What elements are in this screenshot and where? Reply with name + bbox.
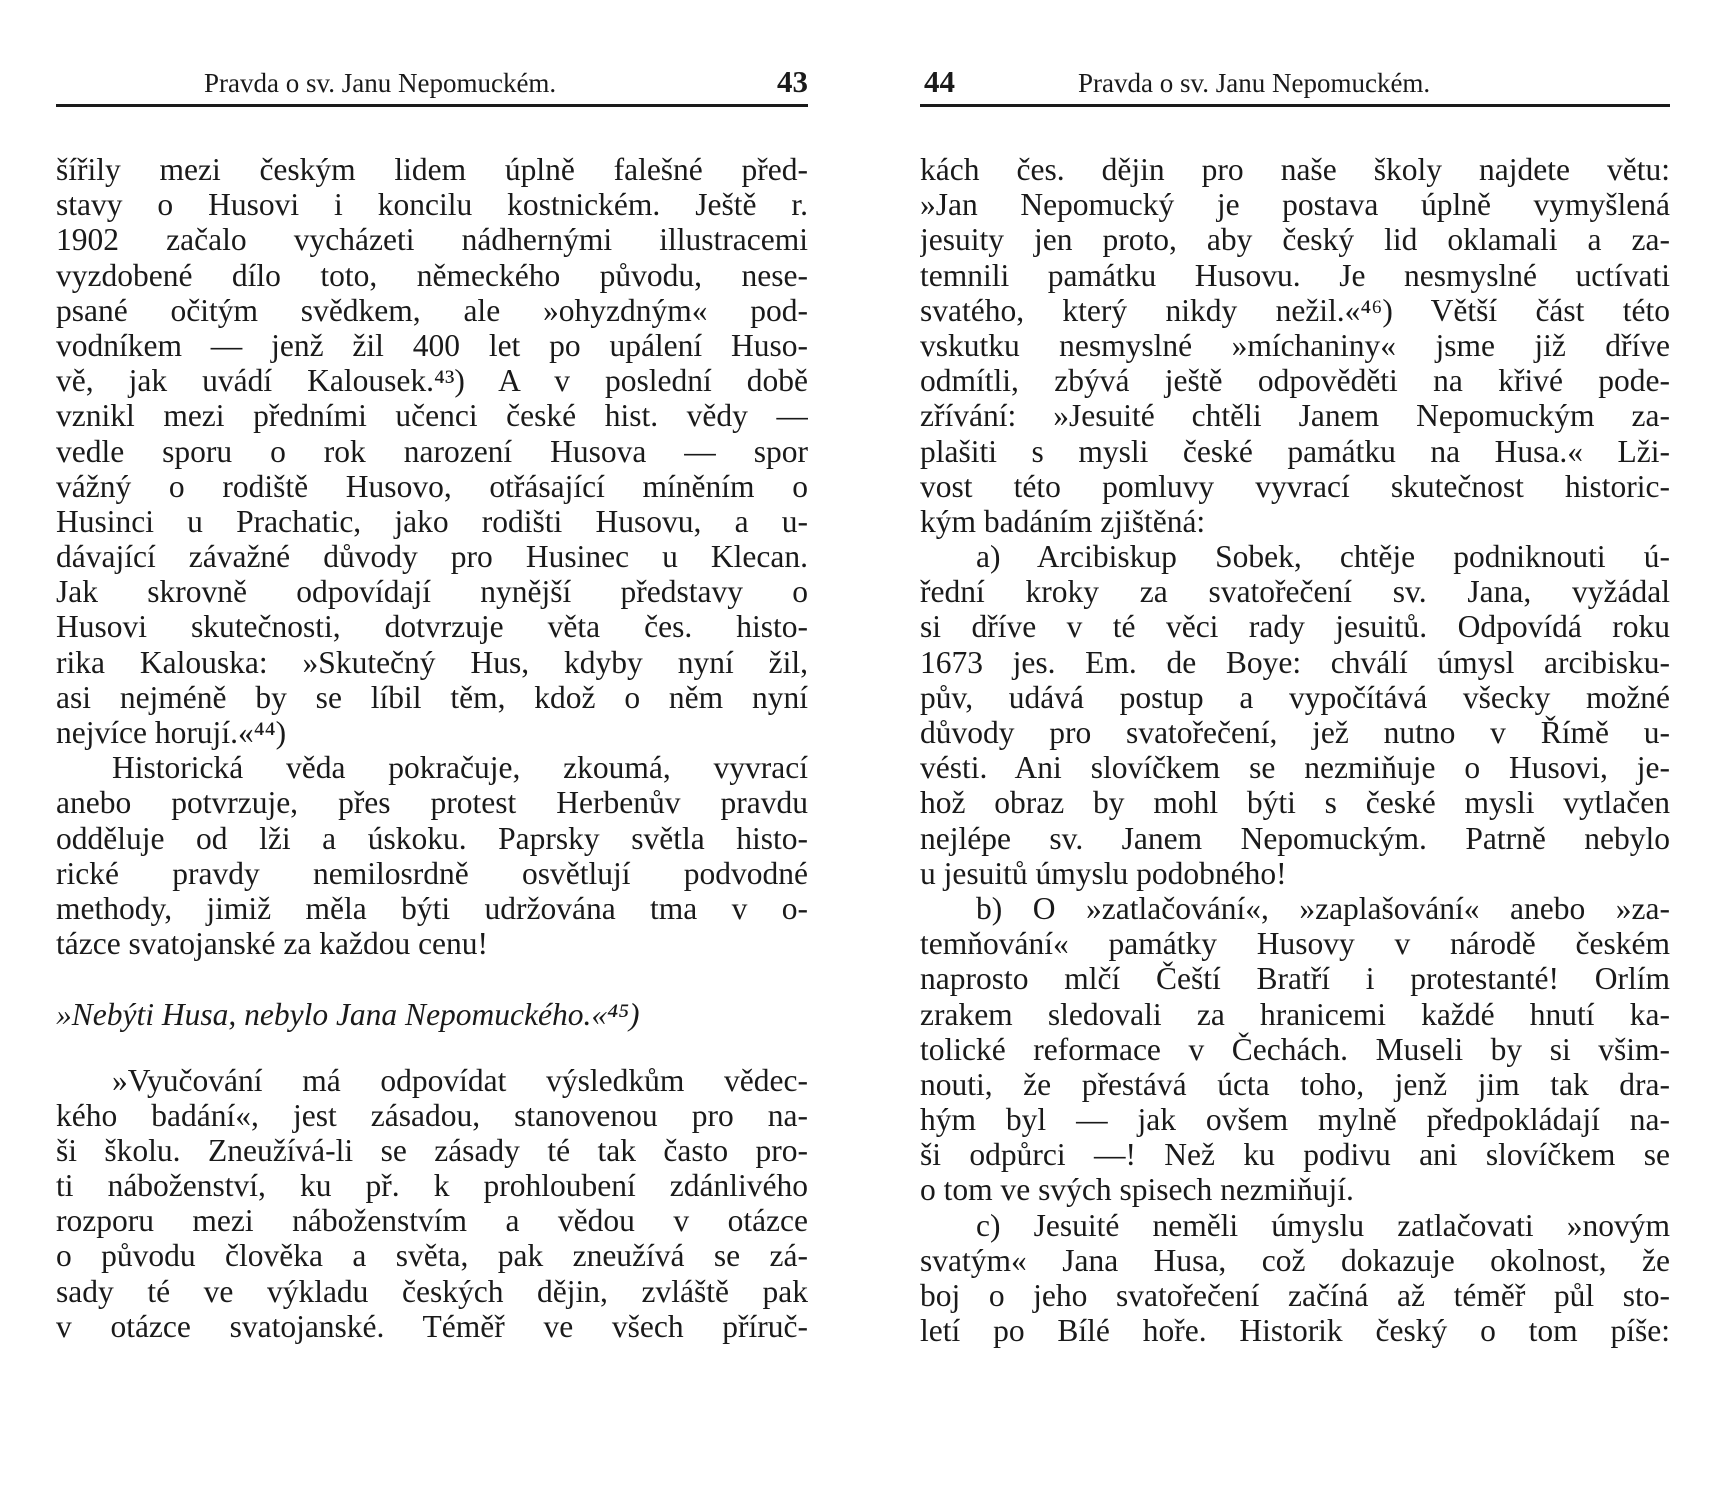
text-line: nejlépe sv. Janem Nepomuckým. Patrně nebylo (920, 820, 1670, 856)
text-line: 1902 začalo vycházeti nádhernými illustracemi (56, 222, 808, 258)
text-line: »Jan Nepomucký je postava úplně vymyšlená (920, 187, 1670, 223)
text-line: tolické reformace v Čechách. Museli by si všim- (920, 1031, 1670, 1067)
text-line: sady té ve výkladu českých dějin, zvláště pak (56, 1273, 808, 1309)
paragraph-gap (56, 1033, 808, 1063)
text-line: v otázce svatojanské. Téměř ve všech příruč- (56, 1308, 808, 1344)
text-line: nouti, že přestává úcta toho, jenž jim tak dra- (920, 1066, 1670, 1102)
text-line: řední kroky za svatořečení sv. Jana, vyžádal (920, 574, 1670, 610)
text-line: si dříve v té věci rady jesuitů. Odpovídá roku (920, 609, 1670, 645)
text-line: tázce svatojanské za každou cenu! (56, 926, 489, 962)
text-line: Jak skrovně odpovídají nynější představy o (56, 574, 808, 610)
text-line: o původu člověka a světa, pak zneužívá se zá- (56, 1238, 808, 1274)
text-line: a) Arcibiskup Sobek, chtěje podniknouti ú- (976, 539, 1670, 575)
text-line: u jesuitů úmyslu podobného! (920, 855, 1287, 891)
text-line: temnili památku Husovu. Je nesmyslné uctívati (920, 257, 1670, 293)
text-line: naprosto mlčí Čeští Bratří i protestanté! Orlím (920, 961, 1670, 997)
left-page-text (56, 152, 808, 1344)
text-line: zrakem sledovali za hranicemi každé hnutí ka- (920, 996, 1670, 1032)
text-line: odděluje od lži a úskoku. Paprsky světla histo- (56, 820, 808, 856)
text-line: anebo potvrzuje, přes protest Herbenův pravdu (56, 785, 808, 821)
text-line: svatým« Jana Husa, což dokazuje okolnost, že (920, 1242, 1670, 1278)
text-line: rické pravdy nemilosrdně osvětlují podvodné (56, 855, 808, 891)
right-page-header (920, 62, 1670, 107)
page-number: 43 (777, 64, 808, 99)
right-page-text (920, 152, 1670, 1348)
text-line: vost této pomluvy vyvrací skutečnost historic- (920, 468, 1670, 504)
text-line: »Vyučování má odpovídat výsledkům vědec- (112, 1062, 808, 1098)
text-line: boj o jeho svatořečení začíná až téměř půl sto- (920, 1278, 1670, 1313)
running-head: Pravda o sv. Janu Nepomuckém. (1078, 68, 1431, 98)
text-line: ši odpůrci —! Než ku podivu ani slovíčkem se (920, 1137, 1670, 1173)
text-line: o tom ve svých spisech nezmiňují. (920, 1172, 1354, 1208)
text-line: plašiti s mysli české památku na Husa.« Lži- (920, 433, 1670, 469)
text-line: jesuity jen proto, aby český lid oklamali a za- (920, 222, 1670, 258)
text-line: temňování« památky Husovy v národě českém (920, 926, 1670, 962)
text-line: kým badáním zjištěná: (920, 503, 1206, 539)
text-line: vodníkem — jenž žil 400 let po upálení Huso- (56, 327, 808, 363)
text-line: zřívání: »Jesuité chtěli Janem Nepomuckým za- (920, 398, 1670, 434)
running-head: Pravda o sv. Janu Nepomuckém. (204, 68, 557, 98)
text-line: vedle sporu o rok narození Husova — spor (56, 433, 808, 469)
text-line: odmítli, zbývá ještě odpověděti na křivé pode- (920, 363, 1670, 399)
text-line: Husinci u Prachatic, jako rodišti Husovu, a u- (56, 503, 808, 539)
text-line: rozporu mezi náboženstvím a vědou v otázce (56, 1203, 808, 1239)
text-line: c) Jesuité neměli úmyslu zatlačovati »novým (976, 1207, 1670, 1243)
text-line: psané očitým svědkem, ale »ohyzdným« pod- (56, 292, 808, 328)
text-line: Historická věda pokračuje, zkoumá, vyvrací (112, 750, 808, 786)
text-line: 1673 jes. Em. de Boye: chválí úmysl arcibisku- (920, 644, 1670, 680)
text-line: kách čes. dějin pro naše školy najdete větu: (920, 152, 1670, 187)
text-line: vznikl mezi předními učenci české hist. vědy — (56, 398, 808, 434)
text-line: rika Kalouska: »Skutečný Hus, kdyby nyní žil, (56, 644, 808, 680)
page-number: 44 (924, 64, 955, 99)
text-line: asi nejméně by se líbil těm, kdož o něm nyní (56, 679, 808, 715)
left-page-header (56, 62, 808, 107)
text-line: pův, udává postup a vypočítává všecky možné (920, 679, 1670, 715)
text-line: kého badání«, jest zásadou, stanovenou pro na- (56, 1097, 808, 1133)
text-line: nejvíce horují.«⁴⁴) (56, 715, 287, 750)
text-line: šířily mezi českým lidem úplně falešné před- (56, 152, 808, 187)
text-line: vě, jak uvádí Kalousek.⁴³) A v poslední době (56, 363, 808, 399)
text-line: ti náboženství, ku př. k prohloubení zdánlivého (56, 1168, 808, 1204)
text-line: hož obraz by mohl býti s české mysli vytlačen (920, 785, 1670, 821)
text-line: Husovi skutečnosti, dotvrzuje věta čes. histo- (56, 609, 808, 645)
text-line: vážný o rodiště Husovo, otřásající míněním o (56, 468, 808, 504)
text-line: vskutku nesmyslné »míchaniny« jsme již dříve (920, 327, 1670, 363)
text-line: stavy o Husovi i koncilu kostnickém. Ještě r. (56, 187, 808, 223)
text-line: vésti. Ani slovíčkem se nezmiňuje o Husovi, je- (920, 750, 1670, 786)
text-line: methody, jimiž měla býti udržována tma v o- (56, 890, 808, 926)
left-page (56, 0, 808, 1500)
text-line: letí po Bílé hoře. Historik český o tom píše: (920, 1313, 1670, 1349)
section-heading: »Nebýti Husa, nebylo Jana Nepomuckého.«⁴⁵) (56, 997, 640, 1033)
text-line: dávající závažné důvody pro Husinec u Klecan. (56, 539, 808, 575)
text-line: b) O »zatlačování«, »zaplašování« anebo »za- (976, 890, 1670, 926)
text-line: ši školu. Zneužívá-li se zásady té tak často pro- (56, 1132, 808, 1168)
paragraph-gap (56, 961, 808, 997)
text-line: vyzdobené dílo toto, německého původu, nese- (56, 257, 808, 293)
text-line: svatého, který nikdy nežil.«⁴⁶) Větší část této (920, 292, 1670, 328)
text-line: hým byl — jak ovšem mylně předpokládají na- (920, 1102, 1670, 1138)
text-line: důvody pro svatořečení, jež nutno v Římě u- (920, 715, 1670, 750)
right-page (920, 0, 1670, 1500)
